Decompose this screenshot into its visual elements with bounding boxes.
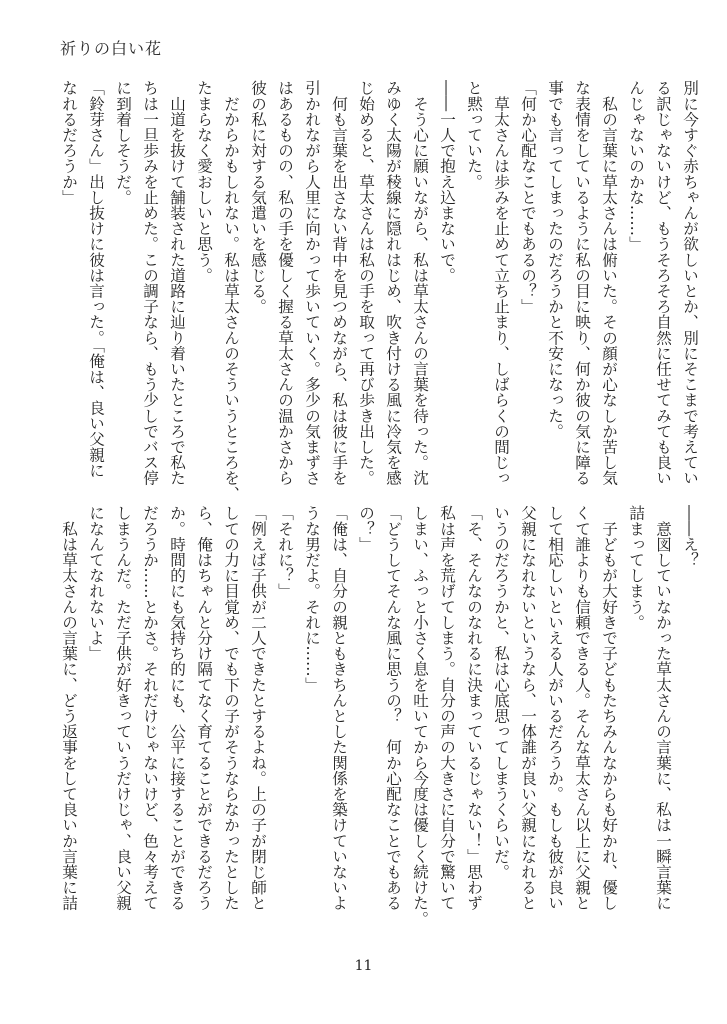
text-column: 意図していなかった草太さんの言葉に、私は一瞬言葉に <box>654 505 672 911</box>
text-column: しての力に目覚め、でも下の子がそうならなかったとした <box>222 505 240 911</box>
text-column: じ始めると、草太さんは私の手を取って再び歩き出した。 <box>357 80 375 486</box>
upper-text-block <box>51 80 703 502</box>
text-column: 引かれながら人里に向かって歩いていく。多少の気まずさ <box>303 80 321 486</box>
text-column: 「それに？」 <box>276 505 294 599</box>
text-column: 父親になれないというなら、一体誰が良い父親になれると <box>519 505 537 911</box>
text-column: そう心に願いながら、私は草太さんの言葉を待った。沈 <box>411 80 429 486</box>
running-title: 祈りの白い花 <box>60 39 163 58</box>
text-column: 事でも言ってしまったのだろうかと不安になった。 <box>546 80 564 439</box>
text-column: くて誰よりも信頼できる人。そんな草太さん以上に父親と <box>573 505 591 911</box>
text-column: みゆく太陽が稜線に隠れはじめ、吹き付ける風に冷気を感 <box>384 80 402 486</box>
text-column: な表情をしているように私の目に映り、何か彼の気に障る <box>573 80 591 486</box>
lower-text-block <box>51 505 703 935</box>
text-column: うな男だよ。それに……」 <box>303 505 321 693</box>
text-column: はあるものの、私の手を優しく握る草太さんの温かさから <box>276 80 294 486</box>
text-column: になんてなれないよ」 <box>87 505 105 661</box>
text-column: しまうんだ。ただ子供が好きっていうだけじゃ、良い父親 <box>114 505 132 911</box>
text-column: 私は草太さんの言葉に、どう返事をして良いか言葉に詰 <box>60 505 78 911</box>
text-column: 「何か心配なことでもあるの？」 <box>519 80 537 314</box>
text-column: ちは一旦歩みを止めた。この調子なら、もう少しでバス停 <box>141 80 159 486</box>
text-column: たまらなく愛おしいと思う。 <box>195 80 213 283</box>
text-column: なれるだろうか」 <box>60 80 78 205</box>
text-column: 「どうしてそんな風に思うの？ 何か心配なことでもある <box>384 505 402 911</box>
text-column: る訳じゃないけど、もうそろそろ自然に任せてみても良い <box>654 80 672 486</box>
page-number: 11 <box>354 958 373 974</box>
text-column: 私の言葉に草太さんは俯いた。その顔が心なしか苦し気 <box>600 80 618 486</box>
text-column: 何も言葉を出さない背中を見つめながら、私は彼に手を <box>330 80 348 486</box>
text-column: と黙っていた。 <box>465 80 483 190</box>
text-column: 「俺は、自分の親ともきちんとした関係を築けていないよ <box>330 505 348 911</box>
text-column: 山道を抜けて舗装された道路に辿り着いたところで私た <box>168 80 186 486</box>
text-column: ――一人で抱え込まないで。 <box>438 80 456 283</box>
text-column: しまい、ふっと小さく息を吐いてから今度は優しく続けた。 <box>411 505 429 927</box>
text-column: 彼の私に対する気遣いを感じる。 <box>249 80 267 314</box>
text-column: だろうか……とかさ。それだけじゃないけど、色々考えて <box>141 505 159 911</box>
text-column: 「鈴芽さん」出し抜けに彼は言った。「俺は、良い父親に <box>87 80 105 478</box>
text-column: して相応しいといえる人がいるだろうか。もしも彼が良い <box>546 505 564 911</box>
text-column: 草太さんは歩みを止めて立ち止まり、しばらくの間じっ <box>492 80 510 486</box>
text-column: 「例えば子供が二人できたとするよね。上の子が閉じ師と <box>249 505 267 911</box>
text-column: の？」 <box>357 505 375 552</box>
text-column: だからかもしれない。私は草太さんのそういうところを、 <box>222 80 240 502</box>
text-column: ――え？ <box>681 505 699 568</box>
text-column: 子どもが大好きで子どもたちみんなからも好かれ、優し <box>600 505 618 911</box>
text-column: に到着しそうだ。 <box>114 80 132 205</box>
text-column: 私は声を荒げてしまう。自分の声の大きさに自分で驚いて <box>438 505 456 911</box>
text-column: 詰まってしまう。 <box>627 505 645 630</box>
text-column: んじゃないのかな……」 <box>627 80 645 252</box>
text-column: ら、俺はちゃんと分け隔てなく育てることができるだろう <box>195 505 213 911</box>
text-column: いうのだろうかと、私は心底思ってしまうくらいだ。 <box>492 505 510 880</box>
text-column: か。時間的にも気持ち的にも、公平に接することができる <box>168 505 186 911</box>
text-column: 「そ、そんなのなれるに決まっているじゃない！」思わず <box>465 505 483 911</box>
text-column: 別に今すぐ赤ちゃんが欲しいとか、別にそこまで考えてい <box>681 80 699 486</box>
